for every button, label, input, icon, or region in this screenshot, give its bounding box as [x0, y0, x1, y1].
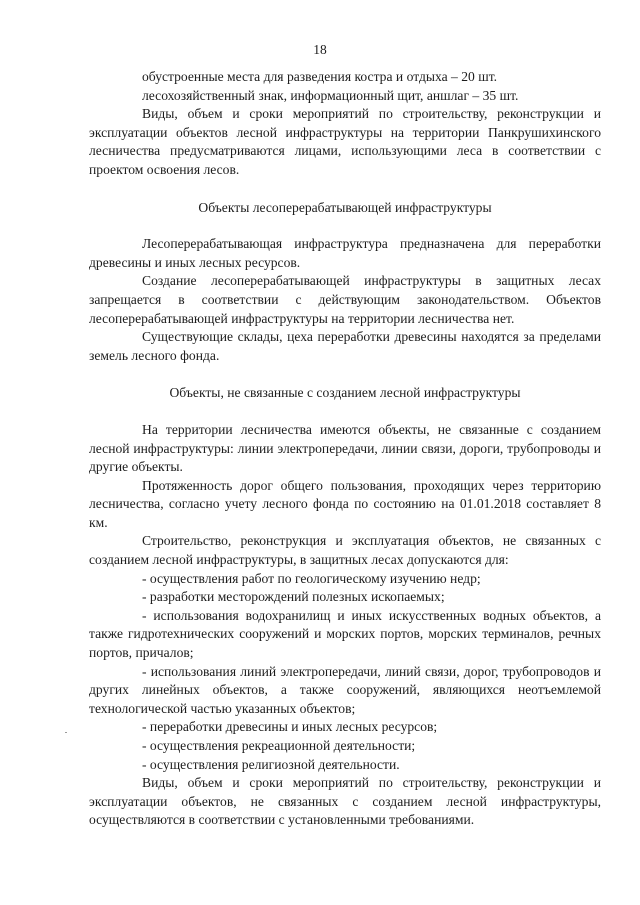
list-item: - осуществления работ по геологическому изучению недр;: [142, 570, 481, 586]
list-item: - разработки месторождений полезных ископаемых;: [142, 589, 445, 605]
page-content: [89, 68, 601, 830]
list-item: - осуществления религиозной деятельности.: [142, 756, 400, 772]
list-item: - использования линий электропередачи, линий связи, дорог, трубопроводов и других линейных объектов, а также сооружений, являющихся неотъемлемой технологической частью указанных объектов;: [89, 663, 601, 716]
scan-mark: [65, 732, 67, 733]
closing-paragraph: Виды, объем и сроки мероприятий по строительству, реконструкции и эксплуатации объектов, не связанных с созданием лесной инфраструктуры, осуществляются в соответствии с установленными требованиями.: [89, 775, 601, 828]
paragraph: На территории лесничества имеются объекты, не связанные с созданием лесной инфраструктуры: линии электропередачи, линии связи, дороги, трубопроводы и другие объекты.: [89, 421, 601, 475]
intro-paragraph: Виды, объем и сроки мероприятий по строительству, реконструкции и эксплуатации объектов лесной инфраструктуры на территории Панкрушихинского лесничества предусматриваются лицами, использующими леса в соответствии с проектом освоения лесов.: [89, 106, 601, 177]
intro-line-campfire: обустроенные места для разведения костра и отдыха – 20 шт.: [142, 69, 498, 84]
page-number: 18: [313, 42, 327, 57]
list-item: - переработки древесины и иных лесных ресурсов;: [142, 719, 438, 735]
section-heading-non-infrastructure: Объекты, не связанные с созданием лесной инфраструктуры: [169, 385, 521, 401]
paragraph: Создание лесоперерабатывающей инфраструктуры в защитных лесах запрещается в соответствии с действующим законодательством. Объектов лесоперерабатывающей инфраструктуры на территории лесничества нет.: [89, 273, 601, 326]
intro-line-signs: лесохозяйственный знак, информационный щит, аншлаг – 35 шт.: [142, 87, 519, 103]
paragraph: Строительство, реконструкция и эксплуатация объектов, не связанных с созданием лесной инфраструктуры, в защитных лесах допускаются для:: [89, 533, 601, 568]
section-heading-wood-processing: Объекты лесоперерабатывающей инфраструктуры: [198, 199, 492, 215]
paragraph: Протяженность дорог общего пользования, проходящих через территорию лесничества, согласно учету лесного фонда по состоянию на 01.01.2018 составляет 8 км.: [89, 477, 601, 530]
list-item: - осуществления рекреационной деятельности;: [142, 738, 416, 753]
paragraph: Лесоперерабатывающая инфраструктура предназначена для переработки древесины и иных лесных ресурсов.: [89, 236, 601, 270]
paragraph: Существующие склады, цеха переработки древесины находятся за пределами земель лесного фонда.: [89, 329, 601, 363]
list-item: - использования водохранилищ и иных искусственных водных объектов, а также гидротехнических сооружений и морских портов, морских терминалов, речных портов, причалов;: [89, 607, 601, 661]
